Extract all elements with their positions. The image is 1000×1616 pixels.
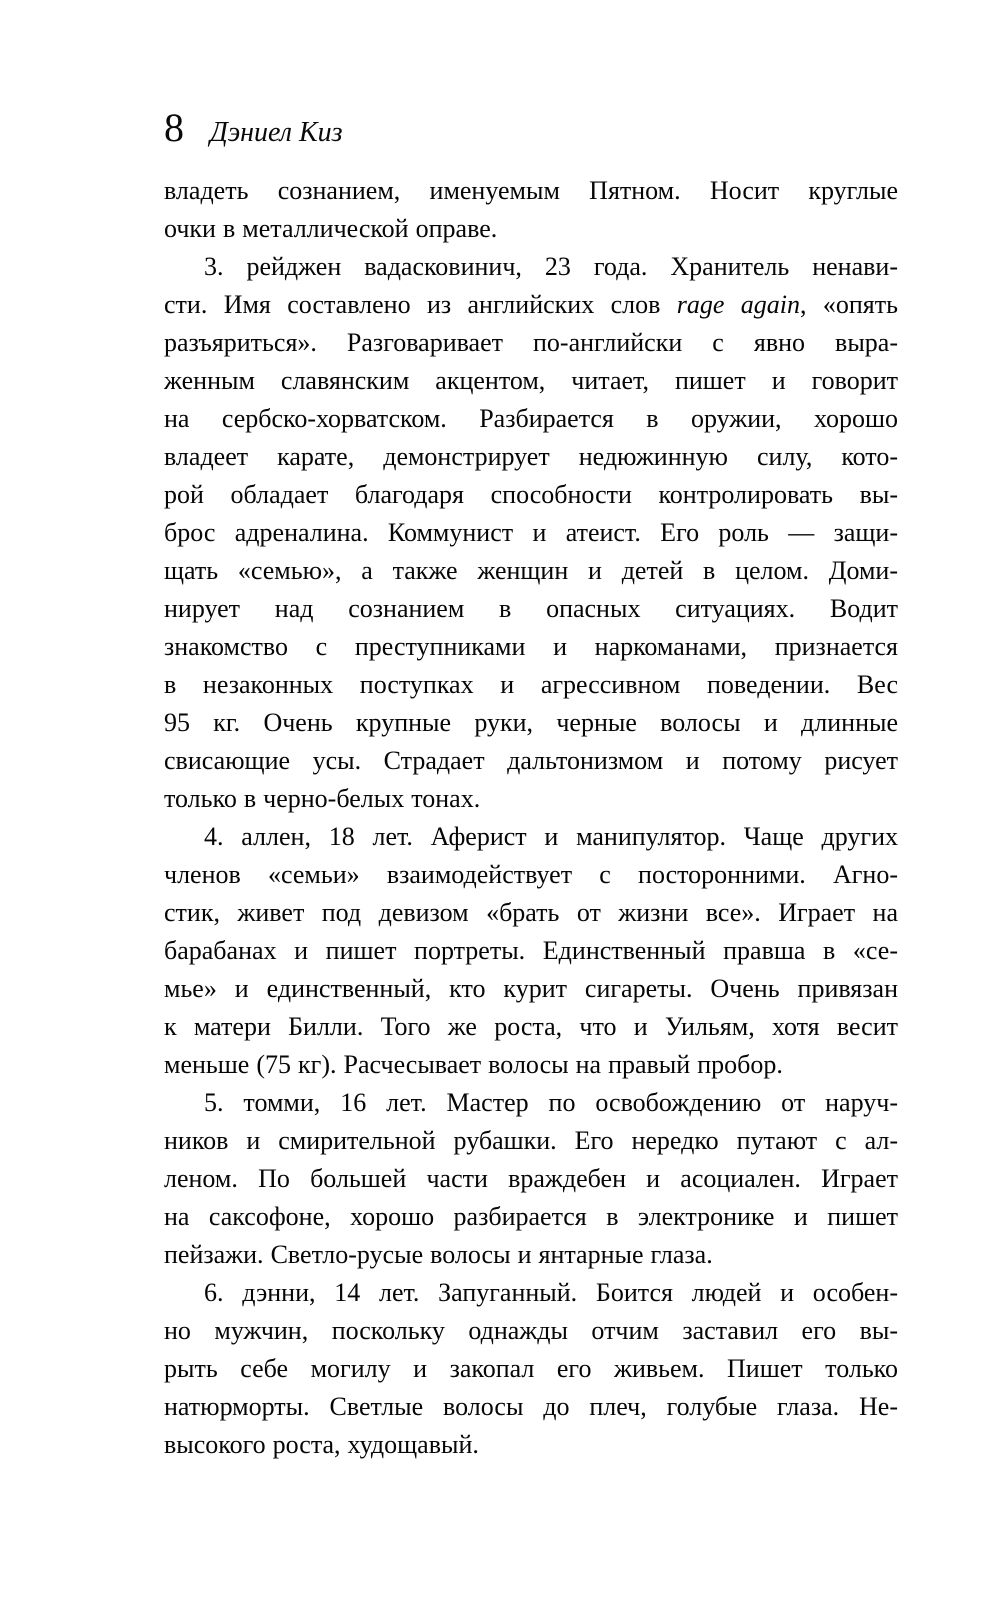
- text-line: только в черно-белых тонах.: [164, 784, 481, 813]
- text-line: 6. дэнни, 14 лет. Запуганный. Боится людей и особен-: [204, 1278, 898, 1307]
- text-line: владеет карате, демонстрирует недюжинную силу, кото-: [164, 442, 898, 471]
- text-segment: , «опять: [800, 290, 898, 319]
- text-line: натюрморты. Светлые волосы до плеч, голубые глаза. Не-: [164, 1392, 898, 1421]
- text-line: нирует над сознанием в опасных ситуациях. Водит: [164, 594, 898, 623]
- text-line: разъяриться». Разговаривает по-английски с явно выра-: [164, 328, 898, 357]
- text-line: в незаконных поступках и агрессивном поведении. Вес: [164, 670, 898, 699]
- text-line: но мужчин, поскольку однажды отчим заставил его вы-: [164, 1316, 898, 1345]
- running-title: Дэниел Киз: [210, 117, 343, 148]
- running-head: [164, 106, 343, 150]
- text-line: 3. рейджен вадасковинич, 23 года. Хранитель ненави-: [204, 252, 898, 281]
- text-line: знакомство с преступниками и наркоманами, признается: [164, 632, 898, 661]
- text-segment: сти. Имя составлено из английских слов: [164, 290, 677, 319]
- text-line: пейзажи. Светло-русые волосы и янтарные глаза.: [164, 1240, 713, 1269]
- text-line: рой обладает благодаря способности контролировать вы-: [164, 480, 898, 509]
- text-line: стик, живет под девизом «брать от жизни все». Играет на: [164, 898, 898, 927]
- text-line: женным славянским акцентом, читает, пишет и говорит: [164, 366, 898, 395]
- text-line: членов «семьи» взаимодействует с посторонними. Агно-: [164, 860, 898, 889]
- text-line: владеть сознанием, именуемым Пятном. Носит круглые: [164, 176, 898, 205]
- text-line: высокого роста, худощавый.: [164, 1430, 479, 1459]
- text-line: щать «семью», а также женщин и детей в целом. Доми-: [164, 556, 898, 585]
- text-line: к матери Билли. Того же роста, что и Уильям, хотя весит: [164, 1012, 898, 1041]
- text-line: мье» и единственный, кто курит сигареты. Очень привязан: [164, 974, 898, 1003]
- text-line: ников и смирительной рубашки. Его нередко путают с ал-: [164, 1126, 898, 1155]
- page-text: [164, 172, 898, 1464]
- text-line: барабанах и пишет портреты. Единственный правша в «се-: [164, 936, 898, 965]
- text-line: на саксофоне, хорошо разбирается в электронике и пишет: [164, 1202, 898, 1231]
- text-line: свисающие усы. Страдает дальтонизмом и потому рисует: [164, 746, 898, 775]
- text-line: очки в металлической оправе.: [164, 214, 498, 243]
- text-line: леном. По большей части враждебен и асоциален. Играет: [164, 1164, 898, 1193]
- text-line: рыть себе могилу и закопал его живьем. Пишет только: [164, 1354, 898, 1383]
- page-number: 8: [164, 105, 184, 150]
- italic-phrase: rage again: [676, 290, 801, 319]
- text-line: 4. аллен, 18 лет. Аферист и манипулятор. Чаще других: [204, 822, 898, 851]
- text-line: меньше (75 кг). Расчесывает волосы на правый пробор.: [164, 1050, 783, 1079]
- text-line: на сербско-хорватском. Разбирается в оружии, хорошо: [164, 404, 898, 433]
- text-line: брос адреналина. Коммунист и атеист. Его роль — защи-: [164, 518, 898, 547]
- text-line: [164, 286, 898, 324]
- text-line: 5. томми, 16 лет. Мастер по освобождению от наруч-: [204, 1088, 898, 1117]
- text-line: 95 кг. Очень крупные руки, черные волосы и длинные: [164, 708, 898, 737]
